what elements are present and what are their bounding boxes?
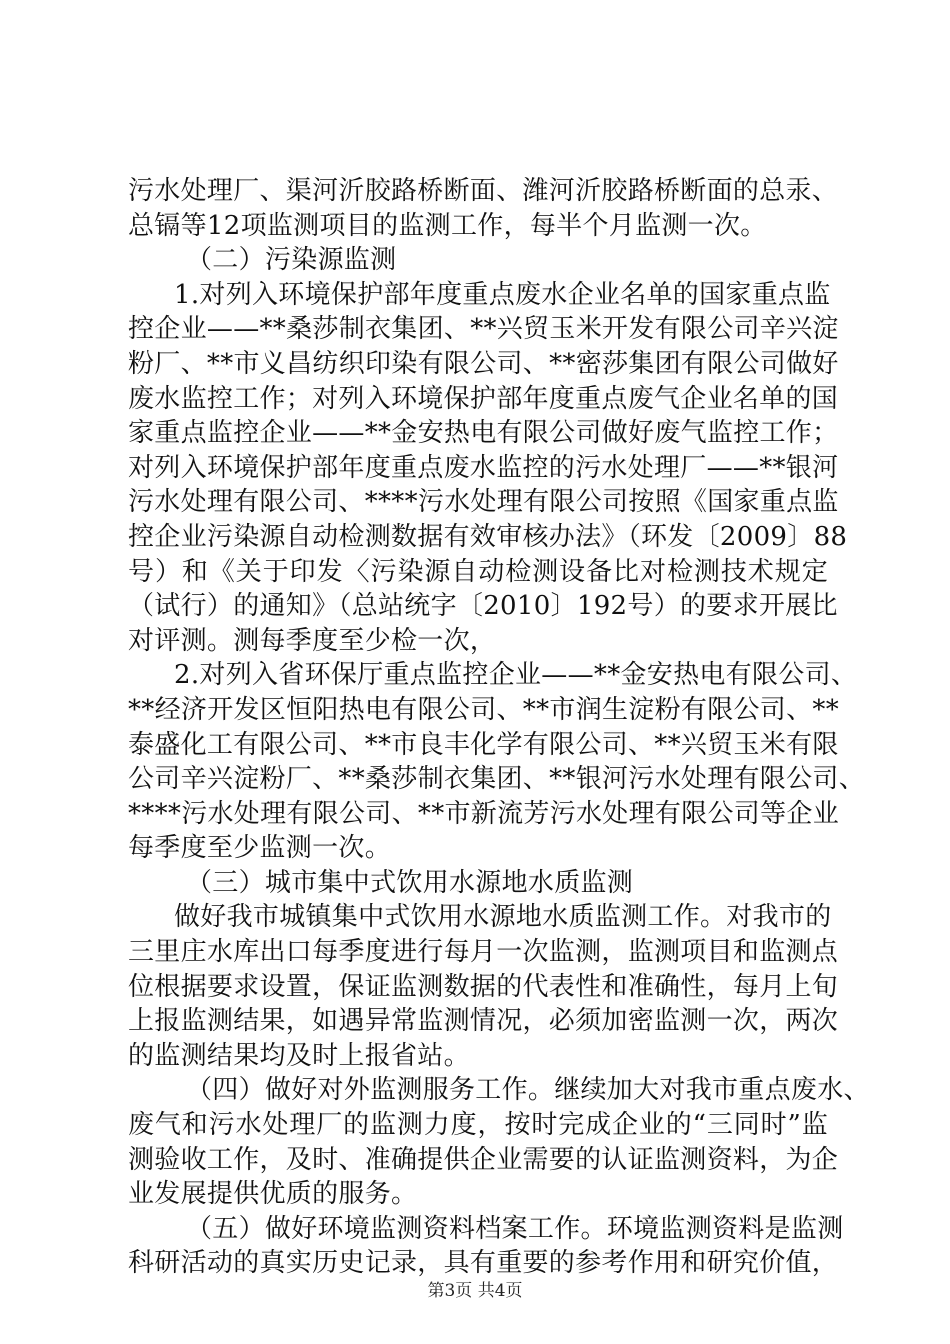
text-line: 做好我市城镇集中式饮用水源地水质监测工作。对我市的: [174, 902, 832, 933]
text-line: 2.对列入省环保厅重点监控企业——**金安热电有限公司、: [174, 660, 858, 691]
text-line: 废气和污水处理厂的监测力度，按时完成企业的“三同时”监: [128, 1110, 828, 1141]
text-line: **经济开发区恒阳热电有限公司、**市润生淀粉有限公司、**: [128, 694, 840, 725]
text-line: 泰盛化工有限公司、**市良丰化学有限公司、**兴贸玉米有限: [128, 729, 839, 760]
text-line: 粉厂、**市义昌纺织印染有限公司、**密莎集团有限公司做好: [128, 348, 839, 379]
text-line: （三）城市集中式饮用水源地水质监测: [186, 867, 634, 898]
text-line: 控企业污染源自动检测数据有效审核办法》（环发〔2009〕88: [128, 521, 848, 552]
text-line: 废水监控工作；对列入环境保护部年度重点废气企业名单的国: [128, 383, 839, 414]
text-line: 位根据要求设置，保证监测数据的代表性和准确性，每月上旬: [128, 971, 839, 1002]
text-line: 污水处理有限公司、****污水处理有限公司按照《国家重点监: [128, 487, 839, 518]
text-line: 上报监测结果，如遇异常监测情况，必须加密监测一次，两次: [128, 1006, 839, 1037]
text-line: 对列入环境保护部年度重点废水监控的污水处理厂——**银河: [128, 452, 839, 483]
text-line: 业发展提供优质的服务。: [128, 1179, 418, 1210]
text-line: 号）和《关于印发〈污染源自动检测设备比对检测技术规定: [128, 556, 828, 587]
text-line: 测验收工作，及时、准确提供企业需要的认证监测资料，为企: [128, 1144, 839, 1175]
text-line: 控企业——**桑莎制衣集团、**兴贸玉米开发有限公司辛兴淀: [128, 314, 839, 345]
text-line: 每季度至少监测一次。: [128, 833, 392, 864]
text-line: 总镉等12项监测项目的监测工作，每半个月监测一次。: [128, 210, 767, 241]
text-line: 科研活动的真实历史记录，具有重要的参考作用和研究价值，: [128, 1248, 839, 1279]
text-line: ****污水处理有限公司、**市新流芳污水处理有限公司等企业: [128, 798, 840, 829]
body-text: [128, 174, 870, 1281]
text-line: 污水处理厂、渠河沂胶路桥断面、潍河沂胶路桥断面的总汞、: [128, 176, 839, 206]
text-line: 对评测。测每季度至少检一次，: [128, 625, 497, 656]
text-line: 1.对列入环境保护部年度重点废水企业名单的国家重点监: [174, 279, 831, 310]
text-line: （五）做好环境监测资料档案工作。环境监测资料是监测: [186, 1213, 844, 1244]
text-line: 三里庄水库出口每季度进行每月一次监测，监测项目和监测点: [128, 937, 839, 968]
page-footer: 第3页 共4页: [427, 1281, 523, 1301]
text-line: 的监测结果均及时上报省站。: [128, 1040, 470, 1071]
text-line: （四）做好对外监测服务工作。继续加大对我市重点废水、: [186, 1075, 870, 1106]
text-line: （试行）的通知》（总站统字〔2010〕192号）的要求开展比: [128, 591, 838, 622]
text-line: （二）污染源监测: [186, 245, 397, 276]
text-line: 家重点监控企业——**金安热电有限公司做好废气监控工作；: [128, 418, 839, 449]
text-line: 公司辛兴淀粉厂、**桑莎制衣集团、**银河污水处理有限公司、: [128, 764, 866, 795]
